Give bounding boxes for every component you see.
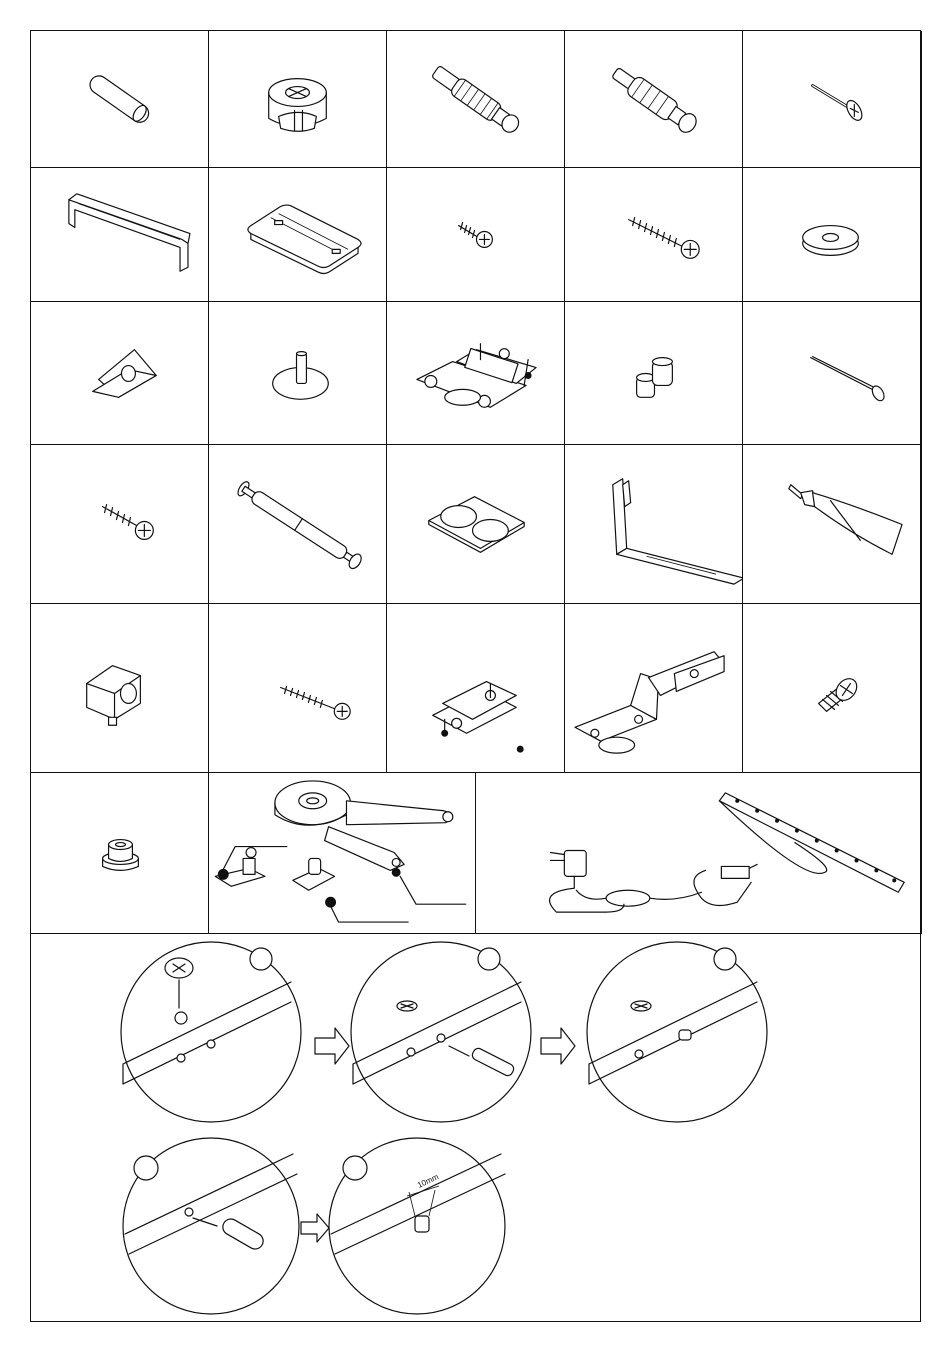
nail-icon — [743, 302, 921, 444]
part-plastic-anchor-short — [565, 31, 743, 168]
part-shelf-pin-disc — [209, 302, 387, 445]
part-handle — [31, 168, 209, 302]
assembly-steps — [31, 934, 922, 1323]
parts-sheet — [30, 30, 921, 1322]
round-cap-washer-icon — [743, 168, 921, 301]
part-cam-lock — [209, 31, 387, 168]
part-door-stop-block — [31, 604, 209, 773]
wood-screw-icon — [565, 168, 742, 301]
hinge-mounting-plate-icon — [387, 302, 564, 444]
slotted-plate-icon — [209, 168, 386, 301]
cam-lock-icon — [209, 31, 386, 167]
part-lift-mechanism — [209, 773, 476, 934]
bumper-cap-icon — [31, 773, 208, 933]
corner-bracket-icon — [31, 302, 208, 444]
led-light-kit-icon — [476, 773, 921, 933]
part-shelf-support-pin — [565, 302, 743, 445]
dowel-pin-icon — [31, 31, 208, 167]
part-glue-tube — [743, 445, 922, 604]
depth-label: 10mm — [416, 1172, 440, 1190]
part-felt-pads — [387, 445, 565, 604]
part-hinge-plate — [387, 604, 565, 773]
part-short-screw — [387, 168, 565, 302]
anchor-result-step-icon — [587, 942, 767, 1122]
part-connecting-rod — [209, 445, 387, 604]
handle-icon — [31, 168, 208, 301]
part-long-screw — [209, 604, 387, 773]
door-stop-block-icon — [31, 604, 208, 772]
dowel-depth-step-icon — [329, 1138, 505, 1314]
part-corner-bracket — [31, 302, 209, 445]
chipboard-screw-icon — [31, 445, 208, 603]
part-wood-screw — [565, 168, 743, 302]
part-euro-screw — [743, 604, 922, 773]
part-slotted-plate — [209, 168, 387, 302]
part-dowel-pin — [31, 31, 209, 168]
plastic-anchor-dowel-icon — [387, 31, 564, 167]
part-led-light-kit — [476, 773, 922, 934]
shelf-support-pin-icon — [565, 302, 742, 444]
hinge-plate-icon — [387, 604, 564, 772]
shelf-pin-disc-icon — [209, 302, 386, 444]
part-angle-bracket — [565, 445, 743, 604]
concealed-hinge-icon — [565, 604, 742, 772]
part-concealed-hinge — [565, 604, 743, 773]
part-hinge-mounting-plate — [387, 302, 565, 445]
long-bolt-icon — [743, 31, 921, 167]
part-nail — [743, 302, 922, 445]
part-bumper-cap — [31, 773, 209, 934]
dowel-insert-step-icon — [123, 1138, 299, 1314]
part-chipboard-screw — [31, 445, 209, 604]
cam-insert-step-icon — [121, 942, 301, 1122]
felt-pads-icon — [387, 445, 564, 603]
anchor-insert-step-icon — [351, 942, 531, 1122]
connecting-rod-icon — [209, 445, 386, 603]
angle-bracket-icon — [565, 445, 742, 603]
glue-tube-icon — [743, 445, 921, 603]
short-screw-icon — [387, 168, 564, 301]
part-long-bolt — [743, 31, 922, 168]
lift-mechanism-icon — [209, 773, 475, 933]
plastic-anchor-short-icon — [565, 31, 742, 167]
part-round-cap-washer — [743, 168, 922, 302]
long-screw-icon — [209, 604, 386, 772]
part-plastic-anchor-dowel — [387, 31, 565, 168]
euro-screw-icon — [743, 604, 921, 772]
